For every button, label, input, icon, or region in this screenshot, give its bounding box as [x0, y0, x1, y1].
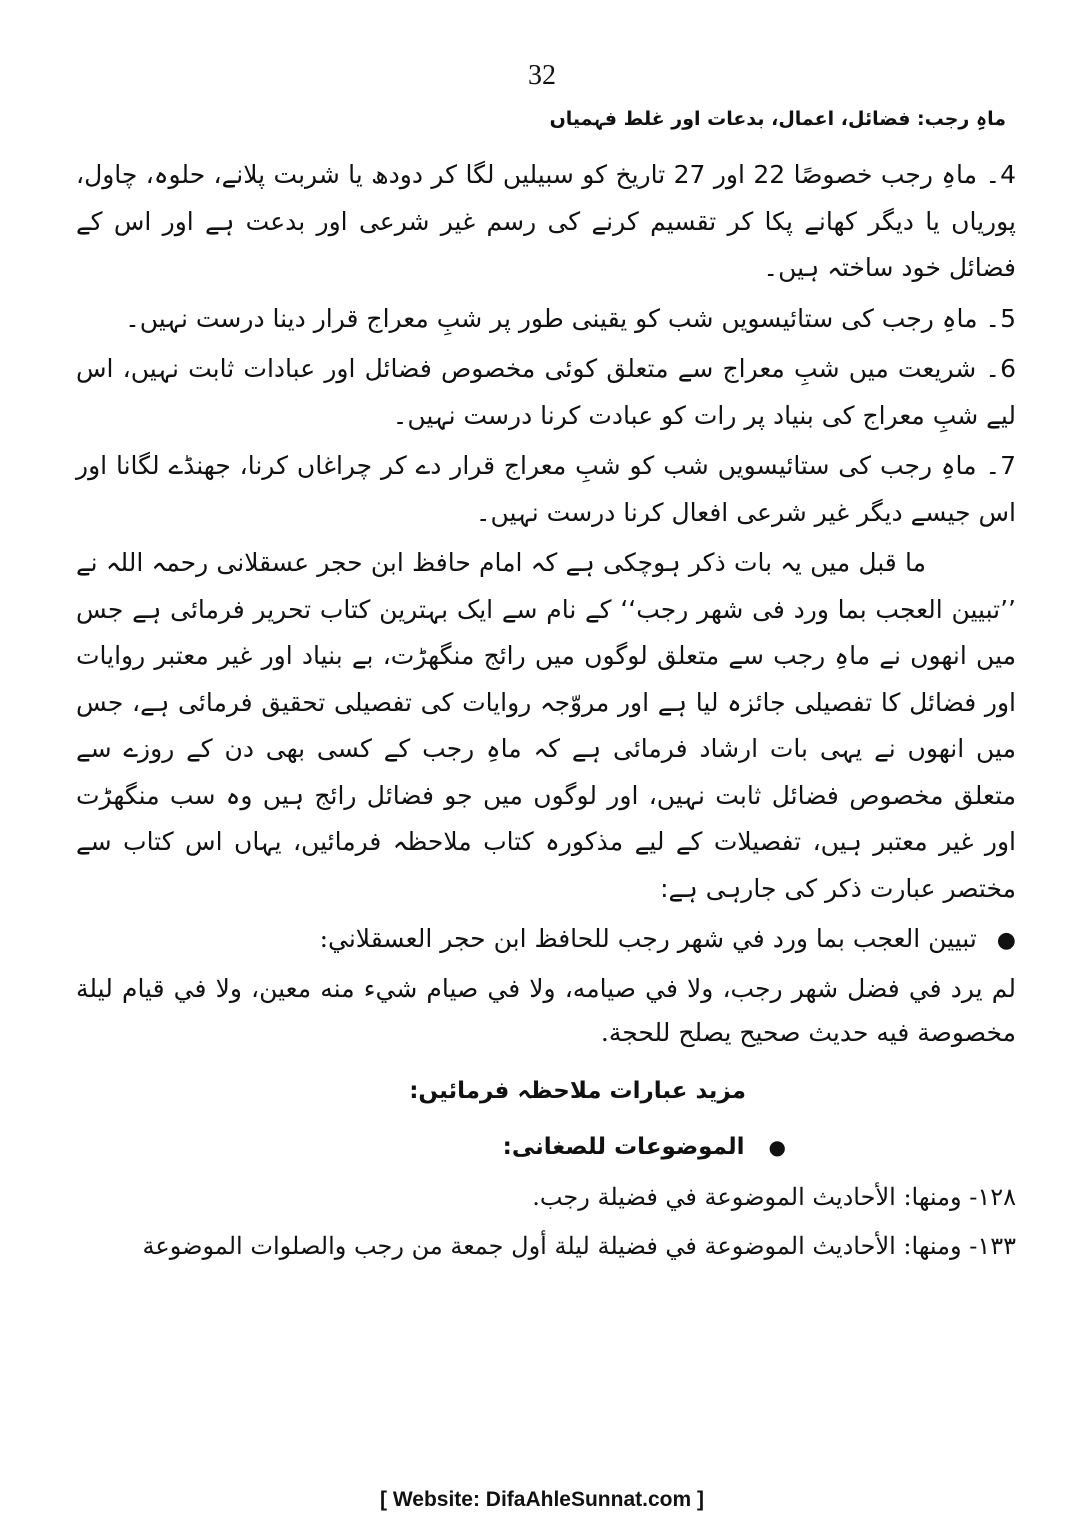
point-4: 4۔ ماہِ رجب خصوصًا 22 اور 27 تاریخ کو سبیلیں لگا کر دودھ یا شربت پلانے، حلوہ، چاول، پوریاں یا دیگر کھانے پکا کر تقسیم کرنے کی رسم غیر شرعی اور بدعت ہے اور اس کے فضائل خود ساختہ ہیں۔ — [76, 160, 1016, 282]
page-body — [76, 152, 1016, 1268]
intro-paragraph: ما قبل میں یہ بات ذکر ہوچکی ہے کہ امام حافظ ابن حجر عسقلانی رحمہ اللہ نے ’’تبیین العجب بما ورد فی شهر رجب‘‘ کے نام سے ایک بہترین کتاب تحریر فرمائی ہے جس میں انھوں نے ماہِ رجب سے متعلق لوگوں میں رائج منگھڑت، بے بنیاد اور غیر معتبر روایات اور فضائل کا تفصیلی جائزہ لیا ہے اور مروّجہ روایات کی تفصیلی تحقیق فرمائی ہے، جس میں انھوں نے یہی بات ارشاد فرمائی ہے کہ ماہِ رجب کے کسی بھی دن کے روزے سے متعلق مخصوص فضائل ثابت نہیں، اور لوگوں میں جو فضائل رائج ہیں وہ سب منگھڑت اور غیر معتبر ہیں، تفصیلات کے لیے مذکورہ کتاب ملاحظہ فرمائیں، یہاں اس کتاب سے مختصر عبارت ذکر کی جارہی ہے: — [76, 548, 1016, 903]
book-heading — [76, 916, 1016, 963]
book-heading-text: تبيين العجب بما ورد في شهر رجب للحافظ ابن حجر العسقلاني: — [319, 924, 977, 953]
bullet-icon: ● — [996, 928, 1016, 953]
bullet-icon: ● — [768, 1135, 786, 1160]
more-heading: مزید عبارات ملاحظہ فرمائیں: — [409, 1077, 746, 1104]
source-heading-text: الموضوعات للصغانی: — [502, 1134, 745, 1161]
source-heading — [76, 1126, 786, 1169]
website-footer: [ Website: DifaAhleSunnat.com ] — [380, 1488, 704, 1511]
arabic-quote: لم يرد في فضل شهر رجب، ولا في صيامه، ولا في صيام شيء منه معين، ولا في قيام ليلة مخصوصة فيه حديث صحيح يصلح للحجة. — [76, 973, 1016, 1047]
point-6: 6۔ شریعت میں شبِ معراج سے متعلق کوئی مخصوص فضائل اور عبادات ثابت نہیں، اس لیے شبِ معراج کی بنیاد پر رات کو عبادت کرنا درست نہیں۔ — [76, 354, 1016, 430]
running-header: ماہِ رجب: فضائل، اعمال، بدعات اور غلط فہمیاں — [549, 108, 1006, 130]
page-number: 32 — [528, 60, 556, 91]
numbered-entry: ١٣٣- ومنها: الأحاديث الموضوعة في فضيلة ليلة أول جمعة من رجب والصلوات الموضوعة — [142, 1232, 1016, 1261]
point-7: 7۔ ماہِ رجب کی ستائیسویں شب کو شبِ معراج قرار دے کر چراغاں کرنا، جھنڈے لگانا اور اس جیسے دیگر غیر شرعی افعال کرنا درست نہیں۔ — [76, 451, 1016, 527]
point-5: 5۔ ماہِ رجب کی ستائیسویں شب کو یقینی طور پر شبِ معراج قرار دینا درست نہیں۔ — [125, 303, 1016, 333]
numbered-entry: ١٢٨- ومنها: الأحاديث الموضوعة في فضيلة رجب. — [532, 1183, 1016, 1212]
